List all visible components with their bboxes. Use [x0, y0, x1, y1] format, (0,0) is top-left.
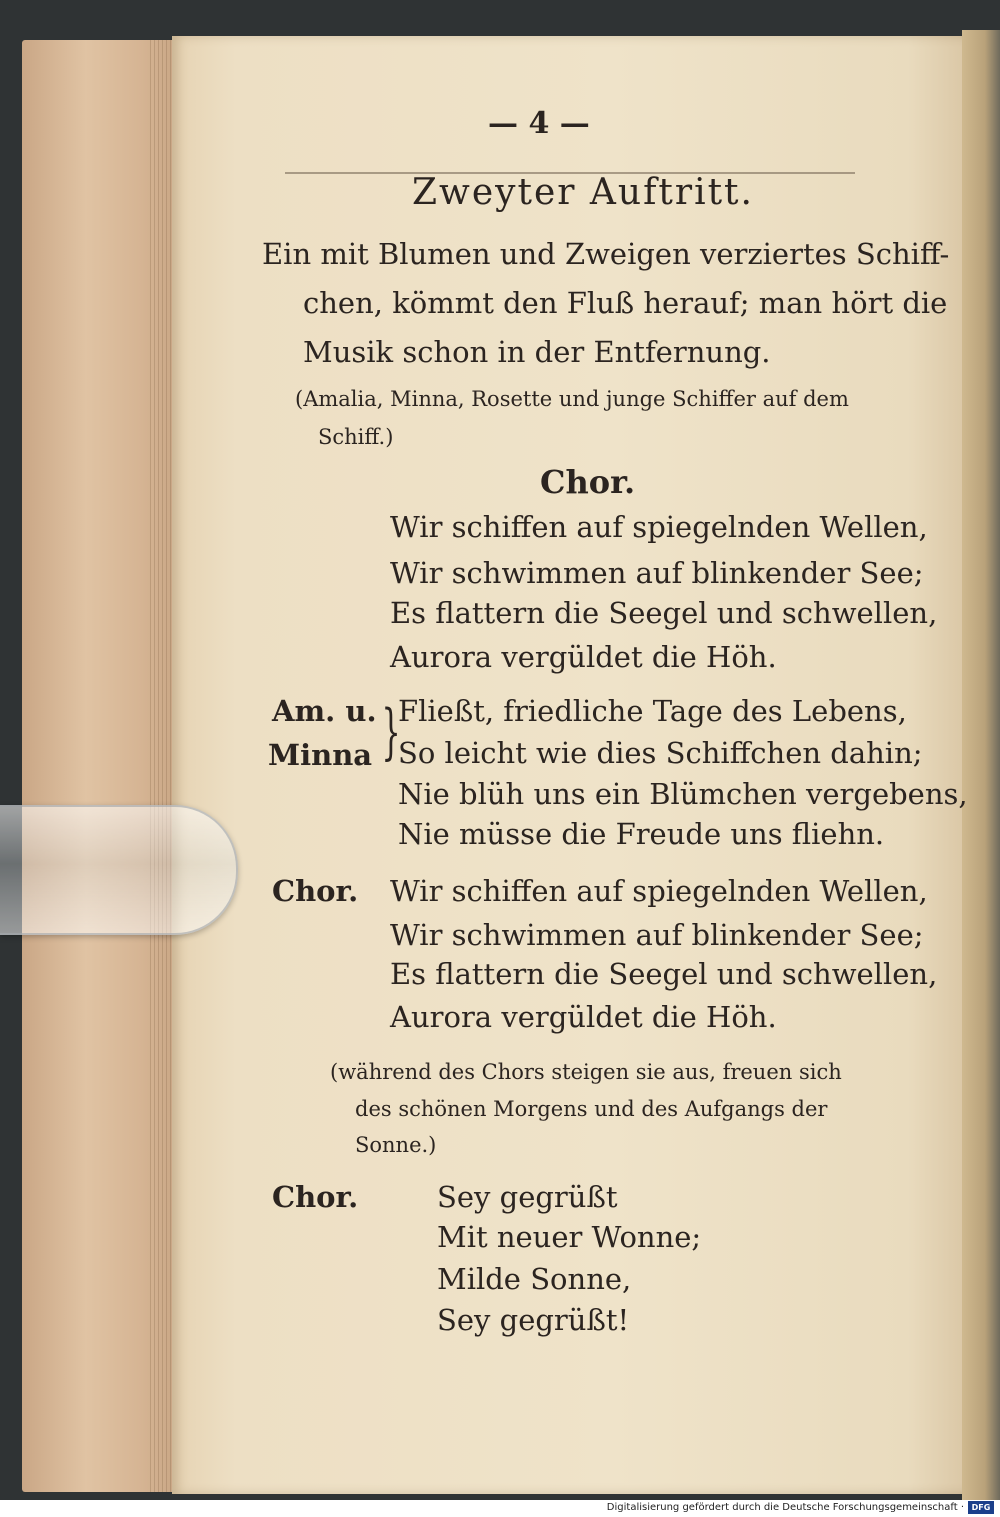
cast-note-line-1: (Amalia, Minna, Rosette und junge Schiffer auf dem — [295, 387, 849, 411]
verse-line: Nie müsse die Freude uns fliehn. — [398, 817, 885, 851]
scene-title: Zweyter Auftritt. — [412, 172, 754, 213]
speaker-label: Am. u. — [272, 694, 377, 728]
stage-direction-line-2: chen, kömmt den Fluß herauf; man hört die — [303, 286, 948, 320]
verse-line: Aurora vergüldet die Höh. — [390, 640, 777, 674]
verse-line: Sey gegrüßt! — [437, 1303, 630, 1337]
verse-line: Milde Sonne, — [437, 1262, 632, 1296]
speaker-label: Chor. — [272, 874, 359, 908]
page-holder-clip — [0, 805, 238, 935]
chor-heading: Chor. — [540, 463, 636, 501]
verse-line: Mit neuer Wonne; — [437, 1220, 702, 1254]
verse-line: Wir schiffen auf spiegelnden Wellen, — [390, 510, 928, 544]
verse-line: So leicht wie dies Schiffchen dahin; — [398, 736, 923, 770]
speaker-label: Minna — [268, 738, 373, 772]
verse-line: Aurora vergüldet die Höh. — [390, 1000, 777, 1034]
speaker-label: Chor. — [272, 1180, 359, 1214]
dfg-logo: DFG — [968, 1501, 994, 1514]
action-note-line-2: des schönen Morgens und des Aufgangs der — [355, 1097, 828, 1121]
verse-line: Nie blüh uns ein Blümchen vergebens, — [398, 777, 968, 811]
action-note-line-1: (während des Chors steigen sie aus, freuen sich — [330, 1060, 842, 1084]
verse-line: Sey gegrüßt — [437, 1180, 618, 1214]
facing-page-edge — [962, 30, 1000, 1500]
action-note-line-3: Sonne.) — [355, 1133, 437, 1157]
speaker-brace: } — [381, 697, 401, 767]
verse-line: Wir schiffen auf spiegelnden Wellen, — [390, 874, 928, 908]
verse-line: Wir schwimmen auf blinkender See; — [390, 556, 924, 590]
cast-note-line-2: Schiff.) — [318, 425, 394, 449]
verse-line: Es flattern die Seegel und schwellen, — [390, 596, 938, 630]
page-number: — 4 — — [488, 106, 590, 141]
footer-credit: Digitalisierung gefördert durch die Deutsche Forschungsgemeinschaft · — [606, 1502, 964, 1513]
verse-line: Wir schwimmen auf blinkender See; — [390, 918, 924, 952]
verse-line: Es flattern die Seegel und schwellen, — [390, 957, 938, 991]
stage-direction-line-1: Ein mit Blumen und Zweigen verziertes Schiff- — [262, 237, 950, 271]
verse-line: Fließt, friedliche Tage des Lebens, — [398, 694, 907, 728]
stage-direction-line-3: Musik schon in der Entfernung. — [303, 335, 771, 369]
